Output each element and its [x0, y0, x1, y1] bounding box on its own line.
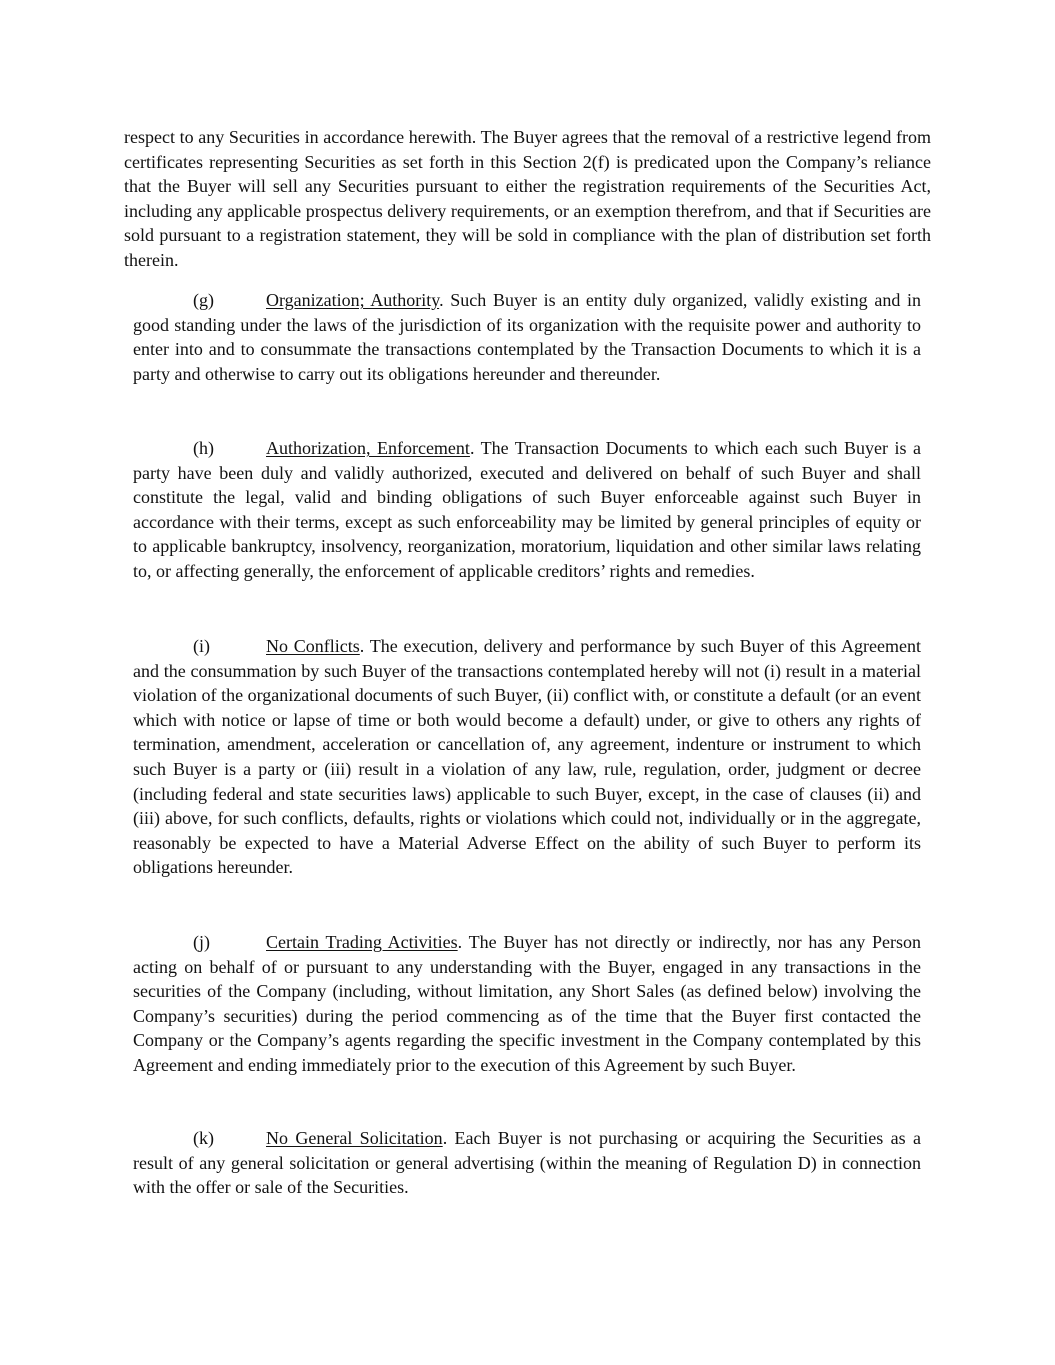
- section-k-paragraph: [133, 1126, 921, 1200]
- section-k-label: (k): [193, 1128, 214, 1148]
- section-i-body: . The execution, delivery and performance by such Buyer of this Agreement and the consummation by such Buyer of the transactions contemplated hereby will not (i) result in a material violation of the organizational documents of such Buyer, (ii) conflict with, or constitute a default (or an event which with notice or lapse of time or both would become a default) under, or give to others any rights of termination, amendment, acceleration or cancellation of, any agreement, indenture or instrument to which such Buyer is a party or (iii) result in a violation of any law, rule, regulation, order, judgment or decree (including federal and state securities laws) applicable to such Buyer, except, in the case of clauses (ii) and (iii) above, for such conflicts, defaults, rights or violations which could not, individually or in the aggregate, reasonably be expected to have a Material Adverse Effect on the ability of such Buyer to perform its obligations hereunder.: [133, 636, 921, 878]
- section-g-paragraph: [133, 288, 921, 386]
- section-k-heading: No General Solicitation: [266, 1128, 443, 1148]
- section-g-heading: Organization; Authority: [266, 290, 440, 310]
- section-h-body: . The Transaction Documents to which each such Buyer is a party have been duly and validly authorized, executed and delivered on behalf of such Buyer and shall constitute the legal, valid and binding obligations of such Buyer enforceable against such Buyer in accordance with their terms, except as such enforceability may be limited by general principles of equity or to applicable bankruptcy, insolvency, reorganization, moratorium, liquidation and other similar laws relating to, or affecting generally, the enforcement of applicable creditors’ rights and remedies.: [133, 438, 921, 581]
- section-i-heading: No Conflicts: [266, 636, 360, 656]
- section-h-paragraph: [133, 436, 921, 584]
- section-g-body: . Such Buyer is an entity duly organized, validly existing and in good standing under the laws of the jurisdiction of its organization with the requisite power and authority to enter into and to consummate the transactions contemplated by the Transaction Documents to which it is a party and otherwise to carry out its obligations hereunder and thereunder.: [133, 290, 921, 384]
- section-h-label: (h): [193, 438, 214, 458]
- section-j-heading: Certain Trading Activities: [266, 932, 458, 952]
- section-j-paragraph: [133, 930, 921, 1078]
- section-k-body: . Each Buyer is not purchasing or acquiring the Securities as a result of any general solicitation or general advertising (within the meaning of Regulation D) in connection with the offer or sale of the Securities.: [133, 1128, 921, 1198]
- section-h-heading: Authorization, Enforcement: [266, 438, 470, 458]
- section-i-label: (i): [193, 636, 210, 656]
- section-g-label: (g): [193, 290, 214, 310]
- section-j-body: . The Buyer has not directly or indirectly, nor has any Person acting on behalf of or pursuant to any understanding with the Buyer, engaged in any transactions in the securities of the Company (including, without limitation, any Short Sales (as defined below) involving the Company’s securities) during the period commencing as of the time that the Buyer first contacted the Company or the Company’s agents regarding the specific investment in the Company contemplated by this Agreement and ending immediately prior to the execution of this Agreement by such Buyer.: [133, 932, 922, 1075]
- section-i-paragraph: [133, 634, 921, 880]
- section-j-label: (j): [193, 932, 210, 952]
- lead-paragraph: respect to any Securities in accordance herewith. The Buyer agrees that the removal of a restrictive legend from certificates representing Securities as set forth in this Section 2(f) is predicated upon the Company’s reliance that the Buyer will sell any Securities pursuant to either the registration requirements of the Securities Act, including any applicable prospectus delivery requirements, or an exemption therefrom, and that if Securities are sold pursuant to a registration statement, they will be sold in compliance with the plan of distribution set forth therein.: [124, 127, 931, 270]
